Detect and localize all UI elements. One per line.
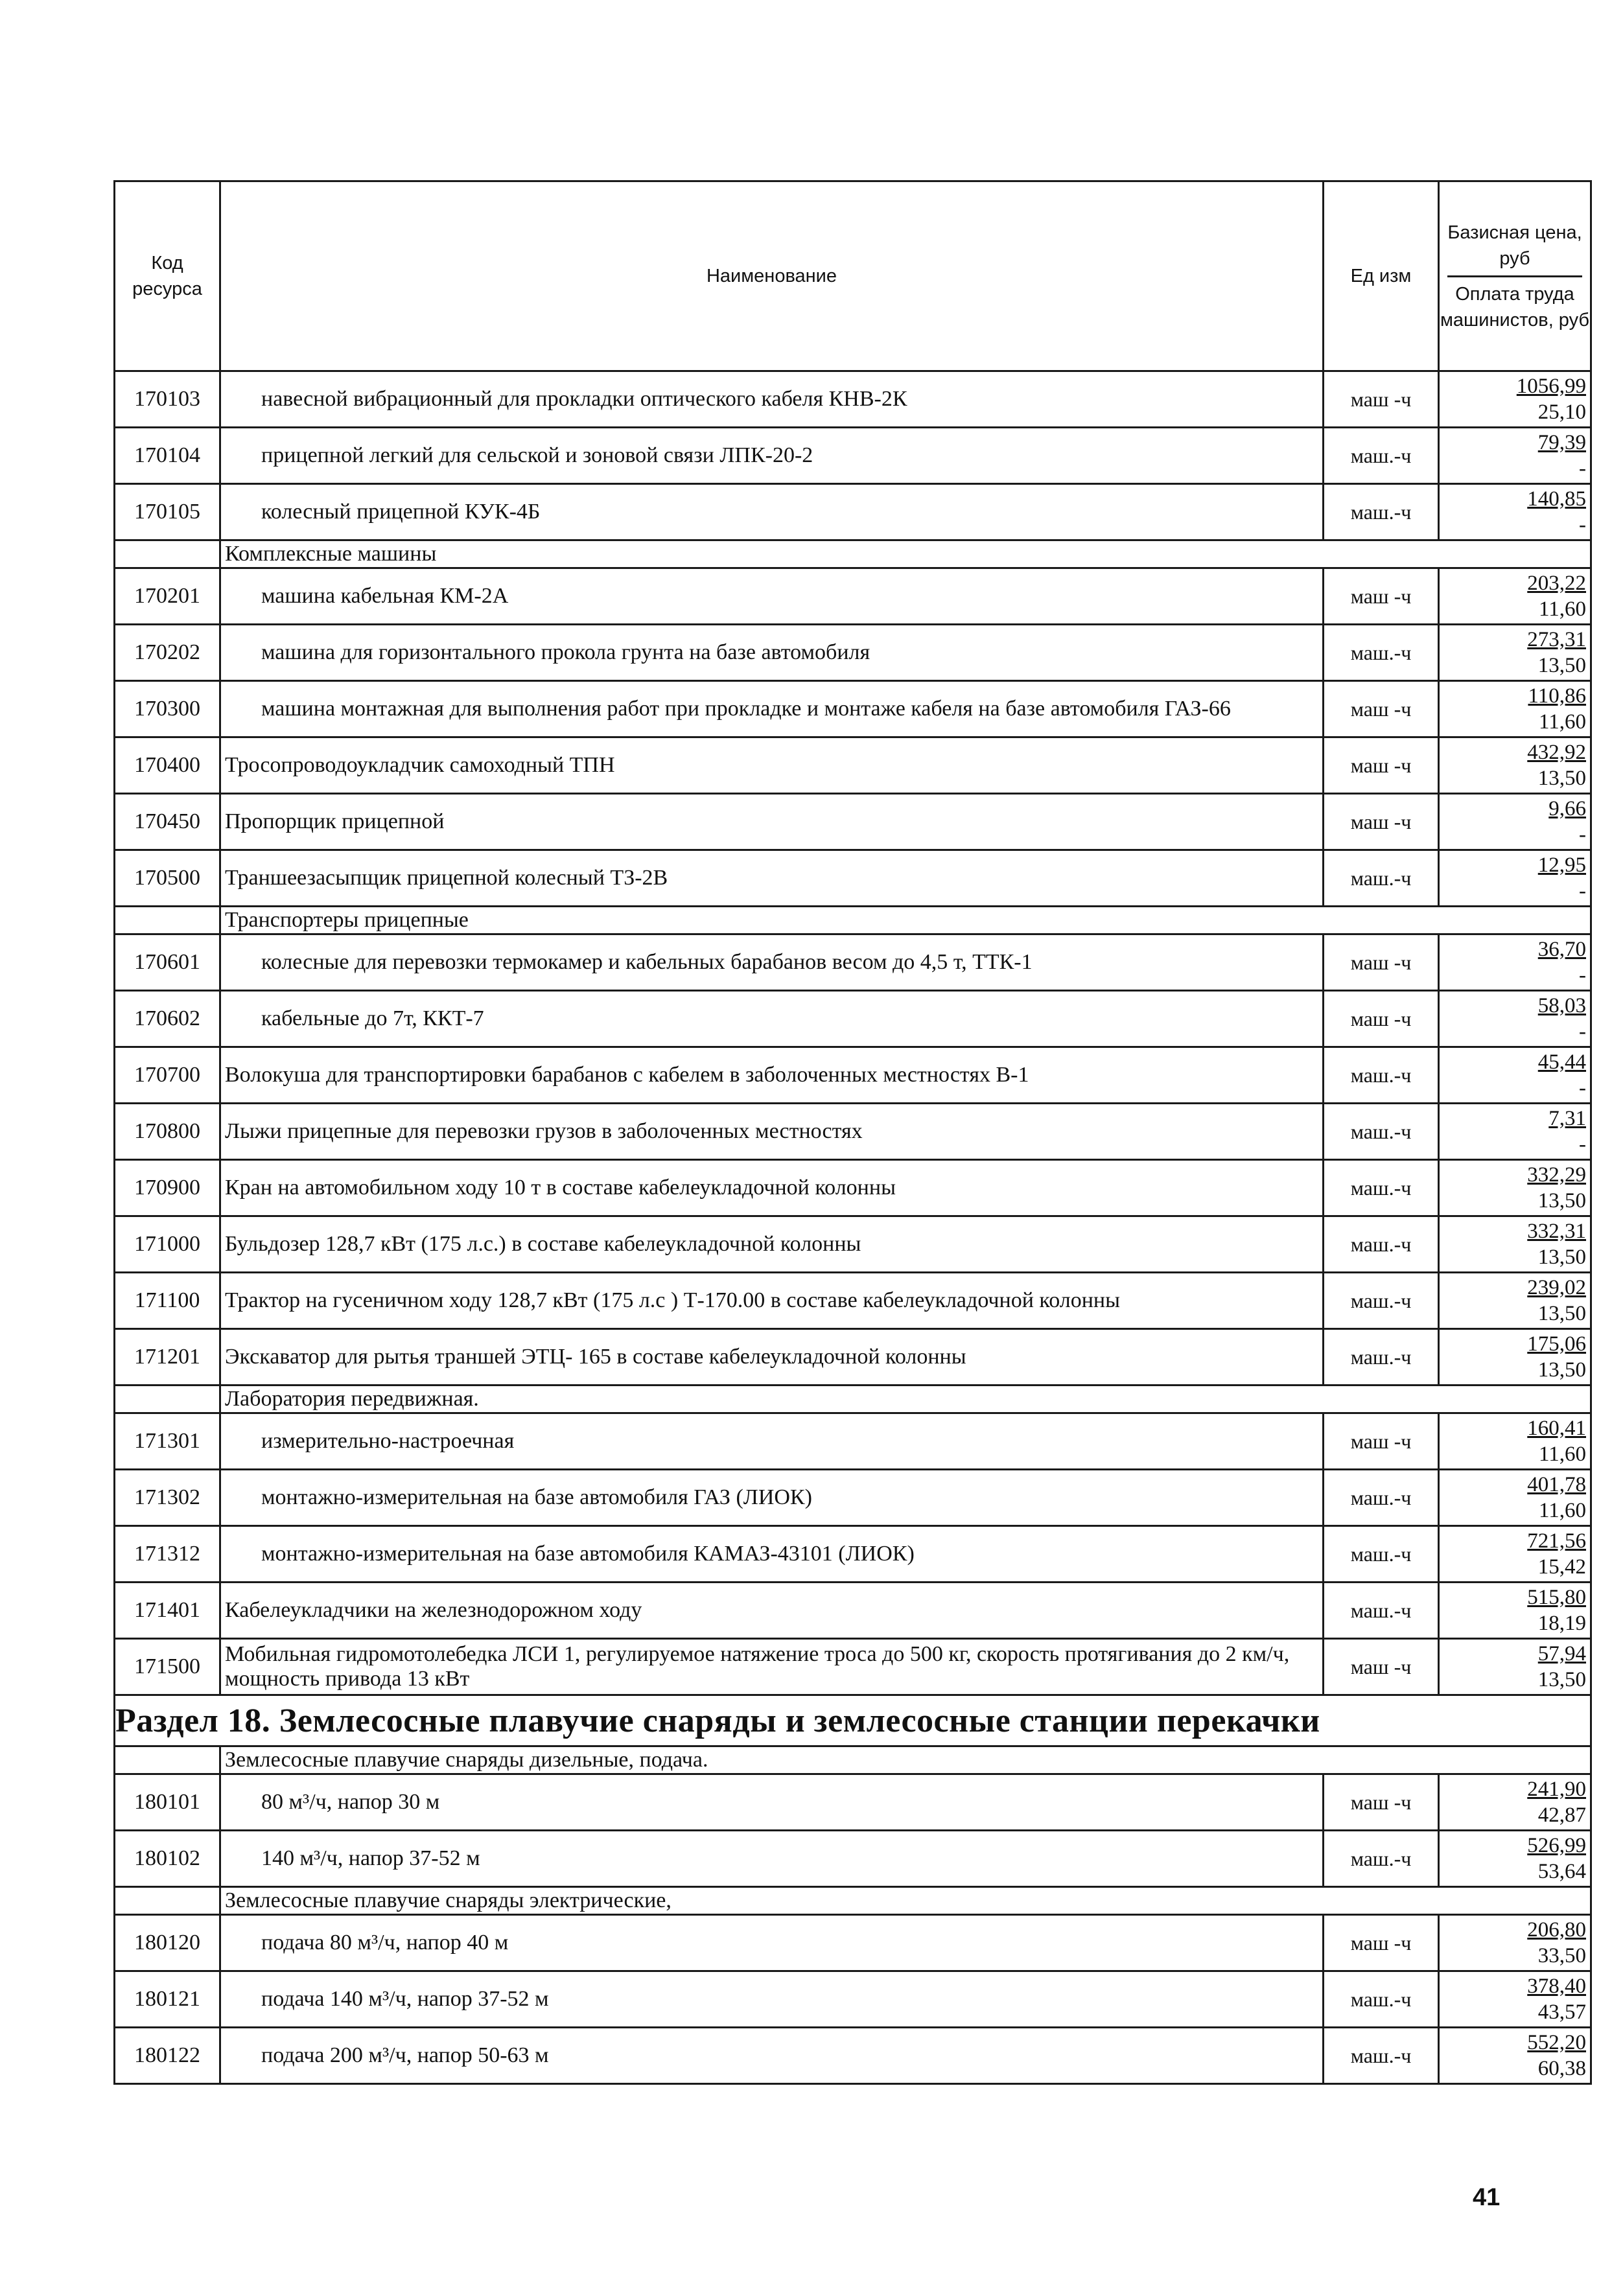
price-cell [1439,428,1591,484]
base-price: 9,66 [1548,797,1586,820]
resource-code: 170700 [115,1047,220,1104]
resource-code: 180101 [115,1774,220,1831]
group-spacer [115,540,220,568]
resource-name: Мобильная гидромотолебедка ЛСИ 1, регулируемое натяжение троса до 500 кг, скорость протягивания до 2 км/ч, мощность привода 13 кВт [220,1639,1324,1695]
resource-name: Кабелеукладчики на железнодорожном ходу [220,1583,1324,1639]
table-row [115,1047,1591,1104]
base-price: 401,78 [1527,1473,1586,1496]
header-price [1439,181,1591,371]
operator-pay: - [1579,823,1586,846]
header-code: Код ресурса [115,181,220,371]
resource-code: 170103 [115,371,220,428]
price-cell [1439,1583,1591,1639]
price-cell [1439,991,1591,1047]
resource-code: 171302 [115,1470,220,1526]
unit-of-measure: маш.-ч [1324,1216,1439,1273]
price-cell [1439,1329,1591,1386]
table-row [115,1160,1591,1216]
resource-name: подача 80 м³/ч, напор 40 м [220,1915,1324,1971]
section-heading: Раздел 18. Землесосные плавучие снаряды и землесосные станции перекачки [115,1695,1591,1746]
operator-pay: 18,19 [1537,1612,1586,1635]
base-price: 552,20 [1527,2031,1586,2054]
resource-name: Лыжи прицепные для перевозки грузов в заболоченных местностях [220,1104,1324,1160]
unit-of-measure: маш.-ч [1324,1273,1439,1329]
unit-of-measure: маш.-ч [1324,1329,1439,1386]
price-cell [1439,681,1591,737]
operator-pay: 42,87 [1537,1803,1586,1827]
table-row [115,850,1591,907]
base-price: 7,31 [1548,1107,1586,1130]
price-cell [1439,1216,1591,1273]
group-spacer [115,907,220,934]
resource-name: Траншеезасыпщик прицепной колесный ТЗ-2В [220,850,1324,907]
operator-pay: 13,50 [1537,1358,1586,1382]
resource-code: 171201 [115,1329,220,1386]
price-cell [1439,934,1591,991]
unit-of-measure: маш.-ч [1324,625,1439,681]
unit-of-measure: маш.-ч [1324,1583,1439,1639]
table-row [115,1273,1591,1329]
price-cell [1439,1639,1591,1695]
base-price: 203,22 [1527,572,1586,595]
unit-of-measure: маш.-ч [1324,2028,1439,2084]
resource-name: колесные для перевозки термокамер и кабельных барабанов весом до 4,5 т, ТТК-1 [220,934,1324,991]
base-price: 239,02 [1527,1276,1586,1299]
base-price: 160,41 [1527,1417,1586,1440]
unit-of-measure: маш.-ч [1324,1047,1439,1104]
unit-of-measure: маш -ч [1324,737,1439,794]
resource-code: 171100 [115,1273,220,1329]
table-row [115,625,1591,681]
table-body [115,371,1591,2084]
unit-of-measure: маш.-ч [1324,850,1439,907]
base-price: 332,31 [1527,1220,1586,1243]
unit-of-measure: маш -ч [1324,1639,1439,1695]
unit-of-measure: маш -ч [1324,991,1439,1047]
price-cell [1439,2028,1591,2084]
resource-name: машина кабельная КМ-2А [220,568,1324,625]
resource-name: Экскаватор для рытья траншей ЭТЦ- 165 в составе кабелеукладочной колонны [220,1329,1324,1386]
operator-pay: 60,38 [1537,2057,1586,2080]
resource-code: 170602 [115,991,220,1047]
table-row [115,934,1591,991]
unit-of-measure: маш.-ч [1324,484,1439,540]
price-cell [1439,1470,1591,1526]
resource-code: 171000 [115,1216,220,1273]
base-price: 36,70 [1537,938,1586,961]
group-heading-row [115,1746,1591,1774]
resource-code: 170104 [115,428,220,484]
operator-pay: - [1579,1076,1586,1100]
base-price: 175,06 [1527,1332,1586,1356]
operator-pay: 11,60 [1538,597,1586,621]
operator-pay: 11,60 [1538,710,1586,734]
header-price-divider [1447,275,1582,277]
unit-of-measure: маш -ч [1324,1774,1439,1831]
resource-name: подача 140 м³/ч, напор 37-52 м [220,1971,1324,2028]
operator-pay: - [1579,964,1586,987]
table-row [115,681,1591,737]
table-row [115,1216,1591,1273]
operator-pay: 13,50 [1537,1246,1586,1269]
header-name: Наименование [220,181,1324,371]
operator-pay: - [1579,1020,1586,1043]
operator-pay: 13,50 [1537,1668,1586,1691]
table-row [115,568,1591,625]
table-row [115,1774,1591,1831]
table-row [115,1639,1591,1695]
resource-code: 170105 [115,484,220,540]
resource-code: 170450 [115,794,220,850]
operator-pay: 25,10 [1537,400,1586,424]
table-row [115,2028,1591,2084]
table-row [115,991,1591,1047]
table-row [115,371,1591,428]
operator-pay: 15,42 [1537,1555,1586,1579]
table-row [115,484,1591,540]
resource-name: Волокуша для транспортировки барабанов с кабелем в заболоченных местностях В-1 [220,1047,1324,1104]
price-cell [1439,568,1591,625]
section-heading-row [115,1695,1591,1746]
unit-of-measure: маш.-ч [1324,1971,1439,2028]
unit-of-measure: маш -ч [1324,371,1439,428]
resource-code: 170202 [115,625,220,681]
price-cell [1439,484,1591,540]
header-price-top: Базисная цена, руб [1447,222,1582,269]
resource-name: монтажно-измерительная на базе автомобиля ГАЗ (ЛИОК) [220,1470,1324,1526]
table-row [115,1470,1591,1526]
price-cell [1439,1915,1591,1971]
resource-name: машина монтажная для выполнения работ при прокладке и монтаже кабеля на базе автомобиля ГАЗ-66 [220,681,1324,737]
table-row [115,737,1591,794]
base-price: 45,44 [1537,1050,1586,1074]
group-heading-row [115,1887,1591,1915]
operator-pay: 13,50 [1537,767,1586,790]
group-heading: Землесосные плавучие снаряды дизельные, подача. [220,1746,1591,1774]
table-row [115,1413,1591,1470]
operator-pay: 33,50 [1537,1944,1586,1967]
price-cell [1439,850,1591,907]
unit-of-measure: маш.-ч [1324,428,1439,484]
resource-name: Пропорщик прицепной [220,794,1324,850]
resource-name: машина для горизонтального прокола грунта на базе автомобиля [220,625,1324,681]
base-price: 79,39 [1537,431,1586,454]
resource-code: 170601 [115,934,220,991]
operator-pay: - [1579,513,1586,537]
operator-pay: 13,50 [1537,1302,1586,1325]
operator-pay: 43,57 [1537,2000,1586,2024]
price-cell [1439,1831,1591,1887]
base-price: 206,80 [1527,1918,1586,1942]
operator-pay: 53,64 [1537,1860,1586,1883]
resource-code: 170900 [115,1160,220,1216]
base-price: 432,92 [1527,741,1586,764]
resource-name: Тросопроводоукладчик самоходный ТПН [220,737,1324,794]
resource-name: 140 м³/ч, напор 37-52 м [220,1831,1324,1887]
table-row [115,1329,1591,1386]
price-cell [1439,1971,1591,2028]
resource-code: 170800 [115,1104,220,1160]
unit-of-measure: маш -ч [1324,1915,1439,1971]
price-cell [1439,1526,1591,1583]
group-spacer [115,1386,220,1413]
unit-of-measure: маш -ч [1324,568,1439,625]
group-heading: Комплексные машины [220,540,1591,568]
price-cell [1439,1774,1591,1831]
unit-of-measure: маш -ч [1324,1413,1439,1470]
operator-pay: 13,50 [1537,1189,1586,1212]
base-price: 515,80 [1527,1586,1586,1609]
table-row [115,1526,1591,1583]
resource-code: 171500 [115,1639,220,1695]
price-cell [1439,625,1591,681]
header-unit: Ед изм [1324,181,1439,371]
resource-code: 170500 [115,850,220,907]
base-price: 12,95 [1537,853,1586,877]
resource-name: Бульдозер 128,7 кВт (175 л.с.) в составе кабелеукладочной колонны [220,1216,1324,1273]
resource-name: Трактор на гусеничном ходу 128,7 кВт (175 л.с ) Т-170.00 в составе кабелеукладочной колонны [220,1273,1324,1329]
resource-code: 180102 [115,1831,220,1887]
price-cell [1439,1104,1591,1160]
page-number: 41 [1473,2184,1501,2211]
base-price: 241,90 [1527,1778,1586,1801]
operator-pay: 11,60 [1538,1499,1586,1522]
base-price: 58,03 [1537,994,1586,1017]
group-heading-row [115,540,1591,568]
base-price: 378,40 [1527,1975,1586,1998]
resource-code: 180120 [115,1915,220,1971]
resource-code: 171312 [115,1526,220,1583]
resource-name: монтажно-измерительная на базе автомобиля КАМАЗ-43101 (ЛИОК) [220,1526,1324,1583]
group-heading: Лаборатория передвижная. [220,1386,1591,1413]
price-cell [1439,794,1591,850]
operator-pay: - [1579,1133,1586,1156]
table-header-row [115,181,1591,371]
table-row [115,1831,1591,1887]
resource-name: кабельные до 7т, ККТ-7 [220,991,1324,1047]
unit-of-measure: маш -ч [1324,794,1439,850]
table-row [115,1583,1591,1639]
resource-code: 171301 [115,1413,220,1470]
unit-of-measure: маш.-ч [1324,1831,1439,1887]
header-price-bottom: Оплата труда машинистов, руб [1440,283,1590,330]
resource-code: 170201 [115,568,220,625]
operator-pay: - [1579,457,1586,480]
table-row [115,1915,1591,1971]
table-row [115,1971,1591,2028]
table-row [115,794,1591,850]
resource-name: Кран на автомобильном ходу 10 т в составе кабелеукладочной колонны [220,1160,1324,1216]
group-spacer [115,1746,220,1774]
unit-of-measure: маш.-ч [1324,1104,1439,1160]
resource-code: 180122 [115,2028,220,2084]
base-price: 332,29 [1527,1163,1586,1187]
group-spacer [115,1887,220,1915]
base-price: 273,31 [1527,628,1586,651]
base-price: 57,94 [1537,1642,1586,1665]
resource-code: 180121 [115,1971,220,2028]
resource-name: прицепной легкий для сельской и зоновой связи ЛПК-20-2 [220,428,1324,484]
group-heading-row [115,907,1591,934]
base-price: 721,56 [1527,1529,1586,1553]
resource-name: подача 200 м³/ч, напор 50-63 м [220,2028,1324,2084]
resource-name: колесный прицепной КУК-4Б [220,484,1324,540]
base-price: 526,99 [1527,1834,1586,1857]
base-price: 140,85 [1527,487,1586,511]
operator-pay: - [1579,879,1586,903]
operator-pay: 13,50 [1537,654,1586,677]
base-price: 110,86 [1528,684,1586,708]
unit-of-measure: маш.-ч [1324,1470,1439,1526]
table-row [115,1104,1591,1160]
resource-name: навесной вибрационный для прокладки оптического кабеля КНВ-2К [220,371,1324,428]
resource-code: 170400 [115,737,220,794]
price-cell [1439,737,1591,794]
group-heading: Землесосные плавучие снаряды электрические, [220,1887,1591,1915]
unit-of-measure: маш.-ч [1324,1526,1439,1583]
resource-code: 170300 [115,681,220,737]
resource-name: измерительно-настроечная [220,1413,1324,1470]
resource-name: 80 м³/ч, напор 30 м [220,1774,1324,1831]
unit-of-measure: маш -ч [1324,681,1439,737]
price-cell [1439,1047,1591,1104]
base-price: 1056,99 [1516,375,1586,398]
unit-of-measure: маш.-ч [1324,1160,1439,1216]
machine-price-table [113,180,1592,2085]
operator-pay: 11,60 [1538,1443,1586,1466]
price-cell [1439,1160,1591,1216]
group-heading-row [115,1386,1591,1413]
resource-code: 171401 [115,1583,220,1639]
table-row [115,428,1591,484]
unit-of-measure: маш -ч [1324,934,1439,991]
price-cell [1439,1273,1591,1329]
price-cell [1439,1413,1591,1470]
price-cell [1439,371,1591,428]
group-heading: Транспортеры прицепные [220,907,1591,934]
